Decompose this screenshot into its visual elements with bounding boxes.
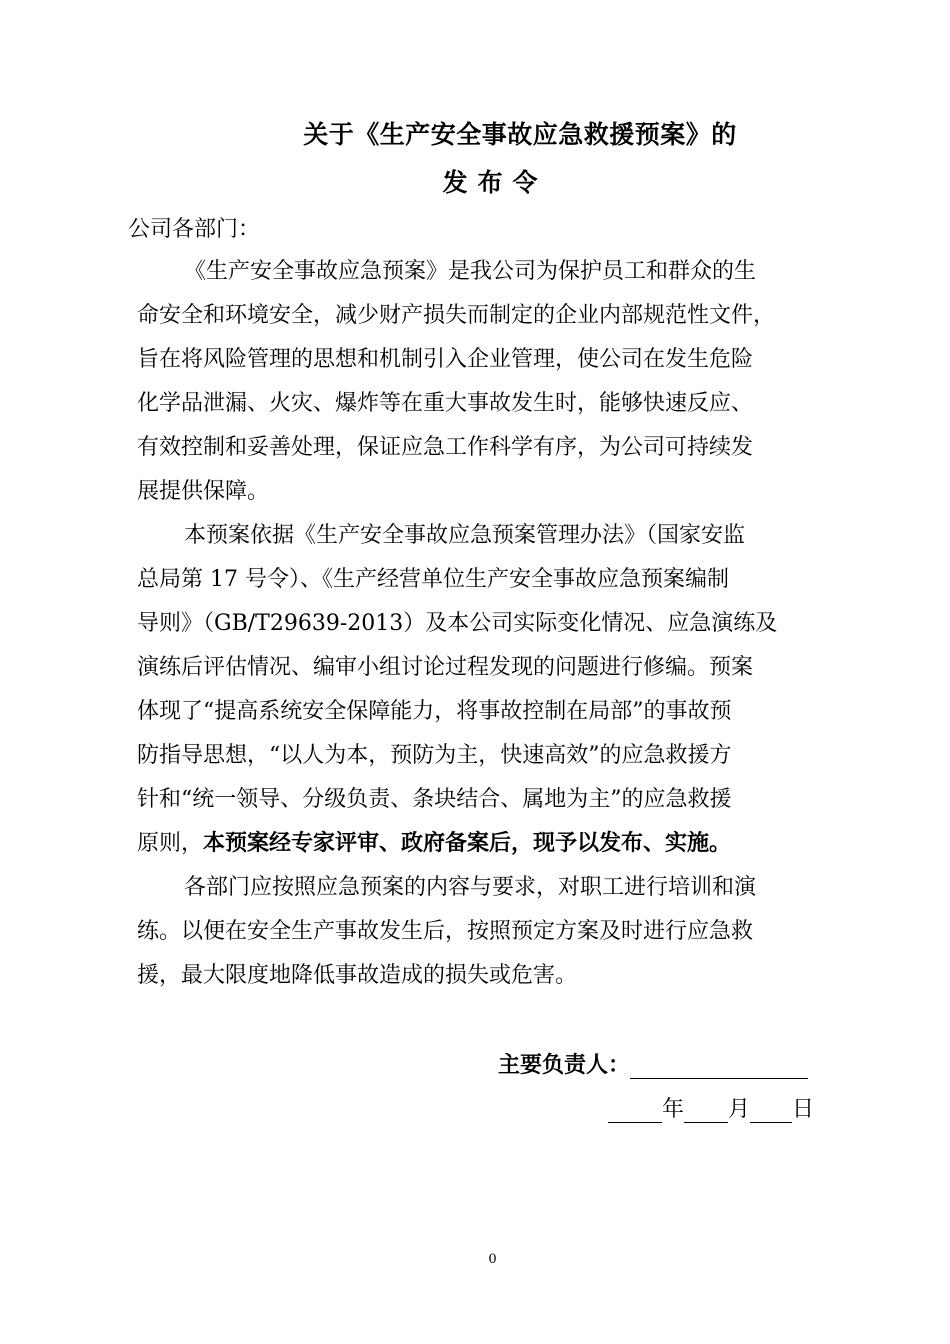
paragraph-1-line: 命安全和环境安全，减少财产损失而制定的企业内部规范性文件，: [137, 303, 776, 328]
month-blank: [684, 1100, 728, 1123]
paragraph-2-line: 演练后评估情况、编审小组讨论过程发现的问题进行修编。预案: [137, 655, 754, 680]
day-blank: [750, 1100, 792, 1123]
paragraph-3-line: 练。以便在安全生产事故发生后，按照预定方案及时进行应急救: [137, 919, 754, 944]
paragraph-2-line: 防指导思想，“以人为本，预防为主，快速高效”的应急救援方: [137, 743, 732, 768]
signature-label: 主要负责人：: [498, 1053, 631, 1078]
signature-line: [498, 1048, 808, 1079]
paragraph-1-line: 《生产安全事故应急预案》是我公司为保护员工和群众的生: [184, 259, 757, 284]
document-title: 关于《生产安全事故应急救援预案》的: [303, 120, 737, 149]
page-number: 0: [488, 1252, 497, 1267]
paragraph-1-line: 化学品泄漏、火灾、爆炸等在重大事故发生时，能够快速反应、: [137, 391, 754, 416]
salutation: 公司各部门：: [128, 217, 261, 242]
month-label: 月: [728, 1097, 751, 1122]
paragraph-2-line: 体现了“提高系统安全保障能力，将事故控制在局部”的事故预: [137, 699, 732, 724]
paragraph-2-text: 原则，: [137, 831, 204, 856]
year-label: 年: [662, 1097, 685, 1122]
paragraph-2-line: 导则》（GB/T29639-2013）及本公司实际变化情况、应急演练及: [137, 611, 778, 636]
paragraph-2-line: 本预案依据《生产安全事故应急预案管理办法》（国家安监: [184, 523, 746, 548]
day-label: 日: [792, 1097, 815, 1122]
paragraph-2-line: [137, 829, 877, 859]
paragraph-3-line: 各部门应按照应急预案的内容与要求，对职工进行培训和演: [184, 875, 757, 900]
paragraph-3-line: 援，最大限度地降低事故造成的损失或危害。: [137, 963, 578, 988]
paragraph-1-line: 有效控制和妥善处理，保证应急工作科学有序，为公司可持续发: [137, 435, 754, 460]
paragraph-1-line: 旨在将风险管理的思想和机制引入企业管理，使公司在发生危险: [137, 347, 754, 372]
paragraph-1-line: 展提供保障。: [137, 479, 270, 504]
date-line: [608, 1092, 814, 1123]
paragraph-2-line: 总局第 17 号令）、《生产经营单位生产安全事故应急预案编制: [137, 567, 729, 592]
signature-blank: [630, 1056, 808, 1079]
paragraph-2-bold-text: 本预案经专家评审、政府备案后，现予以发布、实施。: [203, 831, 732, 856]
document-subtitle: 发布令: [442, 168, 548, 197]
paragraph-2-line: 针和“统一领导、分级负责、条块结合、属地为主”的应急救援: [137, 787, 732, 812]
year-blank: [608, 1100, 662, 1123]
